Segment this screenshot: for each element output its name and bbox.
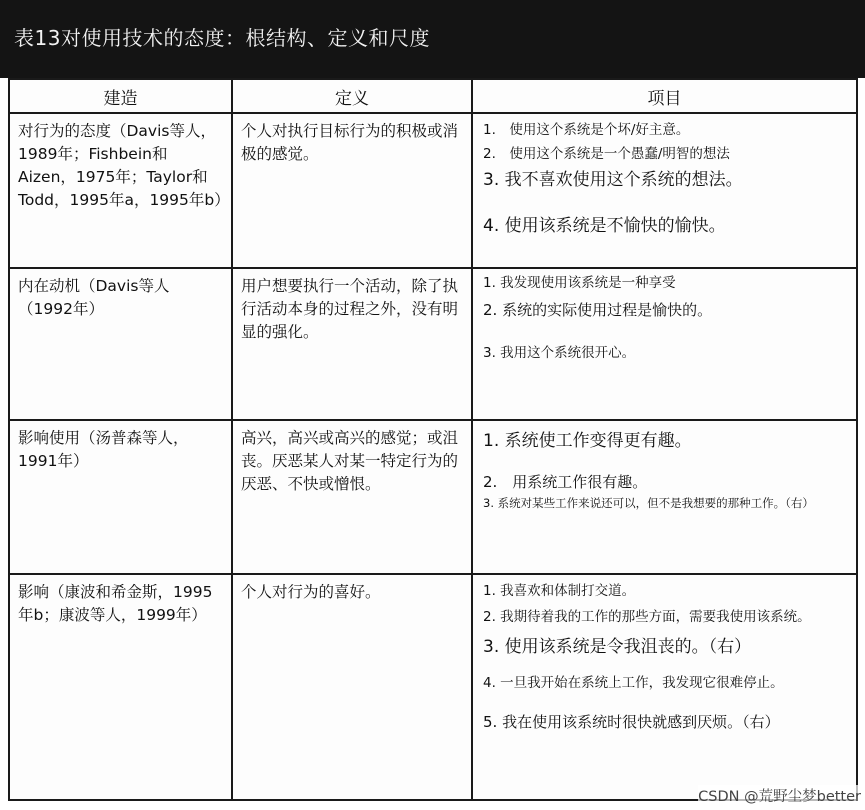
definition-text: 高兴，高兴或高兴的感觉；或沮丧。厌恶某人对某一特定行为的厌恶、不快或憎恨。 [241,429,459,493]
definition-cell [232,113,472,268]
item-text: 3. 使用该系统是令我沮丧的。（右） [483,637,752,657]
definition-cell [232,420,472,574]
construct-text: 内在动机（Davis等人（1992年） [18,277,170,318]
attitude-table [8,78,858,801]
item-text: 3. 我不喜欢使用这个系统的想法。 [483,170,743,190]
item-text: 2. 用系统工作很有趣。 [483,473,648,491]
definition-text: 个人对行为的喜好。 [241,583,381,601]
table-row [9,113,857,268]
table-row [9,420,857,574]
construct-cell [9,420,232,574]
table-header-bar [0,0,865,78]
items-cell [472,113,857,268]
item-text: 1. 我喜欢和体制打交道。 [483,583,636,599]
construct-text: 影响（康波和希金斯，1995年b；康波等人，1999年） [18,583,213,624]
items-cell [472,420,857,574]
item-text: 1. 我发现使用该系统是一种享受 [483,275,676,291]
column-header-definition: 定义 [232,79,472,113]
construct-cell [9,574,232,800]
construct-text: 对行为的态度（Davis等人，1989年；Fishbein和Aizen，1975年；Taylor和Todd，1995年a，1995年b） [18,122,230,209]
table-row [9,574,857,800]
column-header-items: 项目 [472,79,857,113]
item-text: 4. 使用该系统是不愉快的愉快。 [483,216,726,236]
items-cell [472,268,857,420]
item-text: 2. 系统的实际使用过程是愉快的。 [483,301,713,319]
column-header-construct: 建造 [9,79,232,113]
definition-cell [232,574,472,800]
item-text: 3. 我用这个系统很开心。 [483,345,636,361]
definition-cell [232,268,472,420]
definition-text: 个人对执行目标行为的积极或消极的感觉。 [241,122,459,163]
definition-text: 用户想要执行一个活动，除了执行活动本身的过程之外，没有明显的强化。 [241,277,459,341]
construct-cell [9,268,232,420]
item-text: 5. 我在使用该系统时很快就感到厌烦。（右） [483,713,780,731]
item-text: 2. 我期待着我的工作的那些方面，需要我使用该系统。 [483,609,811,625]
construct-cell [9,113,232,268]
item-text: 2. 使用这个系统是一个愚蠢/明智的想法 [483,146,730,162]
items-cell [472,574,857,800]
watermark-text: CSDN @荒野尘梦better [698,785,861,806]
table-header-row [9,79,857,113]
item-text: 4. 一旦我开始在系统上工作，我发现它很难停止。 [483,675,784,691]
item-text: 1. 系统使工作变得更有趣。 [483,431,692,451]
table-row [9,268,857,420]
item-text: 1. 使用这个系统是个坏/好主意。 [483,122,690,138]
construct-text: 影响使用（汤普森等人，1991年） [18,429,189,470]
item-text: 3. 系统对某些工作来说还可以，但不是我想要的那种工作。（右） [483,496,814,510]
table-title: 表13对使用技术的态度：根结构、定义和尺度 [14,26,430,50]
